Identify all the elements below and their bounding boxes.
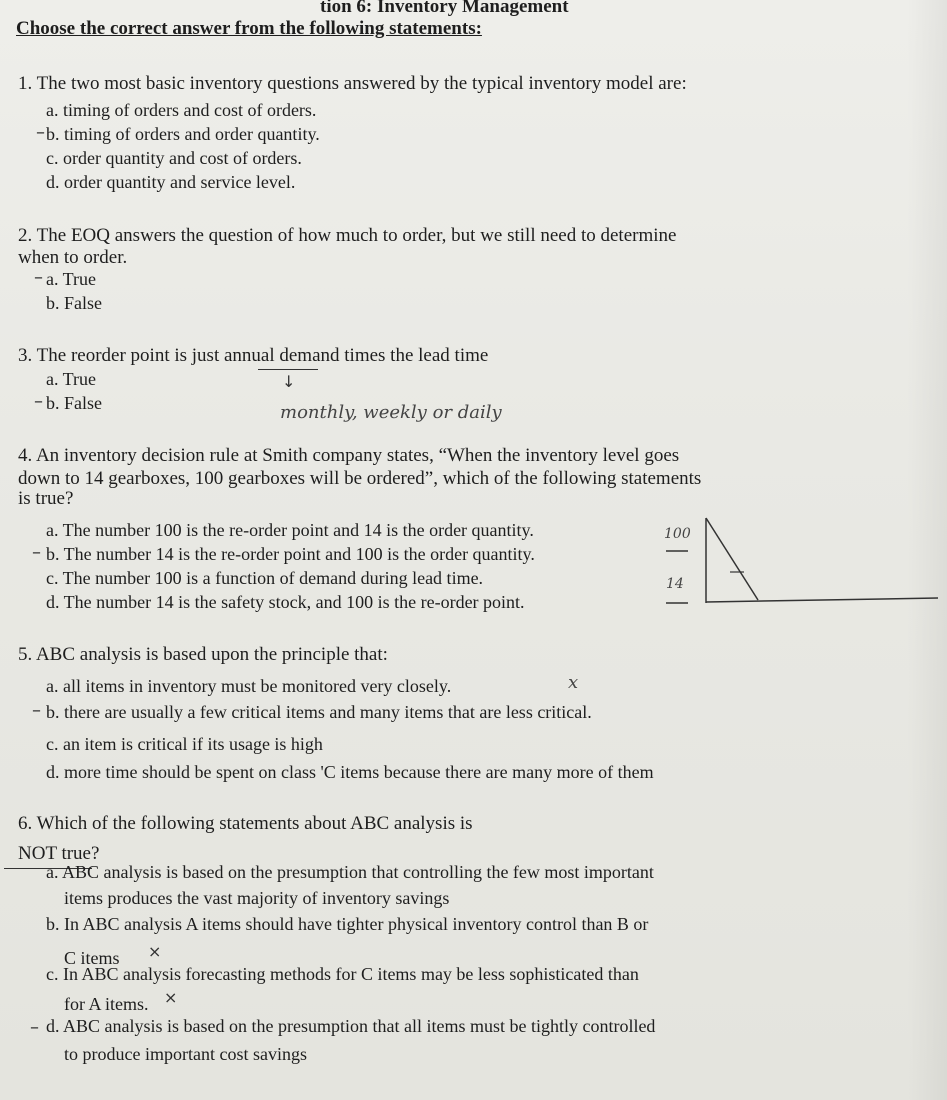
question-1-option-c: c. order quantity and cost of orders. <box>46 148 302 168</box>
question-3-option-b: b. False <box>46 393 102 413</box>
question-6-stem-line1: 6. Which of the following statements about ABC analysis is <box>18 813 473 834</box>
question-6-option-c-line2: for A items. <box>64 994 149 1014</box>
selection-mark-icon: – <box>34 267 43 288</box>
question-6-option-d-line1: d. ABC analysis is based on the presumption that all items must be tightly controlled <box>46 1016 656 1036</box>
cross-mark-icon: × <box>164 988 178 1007</box>
question-6-option-b-line2: C items <box>64 948 120 968</box>
question-2-stem-line2: when to order. <box>18 247 128 268</box>
question-6-option-a-line2: items produces the vast majority of inventory savings <box>64 888 450 908</box>
arrow-down-icon: ↓ <box>282 372 296 391</box>
cross-mark-icon: x <box>568 672 579 693</box>
selection-mark-icon: – <box>34 391 43 412</box>
question-4-option-a: a. The number 100 is the re-order point and 14 is the order quantity. <box>46 520 534 540</box>
handwritten-underline <box>258 369 318 370</box>
question-5-stem: 5. ABC analysis is based upon the principle that: <box>18 644 388 665</box>
question-5-option-d: d. more time should be spent on class 'C items because there are many more of them <box>46 762 654 782</box>
question-6-option-a-line1: a. ABC analysis is based on the presumption that controlling the few most important <box>46 862 654 882</box>
question-2-option-b: b. False <box>46 293 102 313</box>
question-6-option-c-line1: c. In ABC analysis forecasting methods for C items may be less sophisticated than <box>46 964 639 984</box>
question-5-option-b: b. there are usually a few critical items and many items that are less critical. <box>46 702 592 722</box>
sketch-label-14: 14 <box>666 576 684 592</box>
selection-mark-icon: – <box>32 542 41 563</box>
question-6-option-b-line1: b. In ABC analysis A items should have tighter physical inventory control than B or <box>46 914 649 934</box>
sketch-label-100: 100 <box>664 526 691 542</box>
question-1-option-b: b. timing of orders and order quantity. <box>46 124 320 144</box>
question-1-option-d: d. order quantity and service level. <box>46 172 296 192</box>
cross-mark-icon: × <box>148 942 162 961</box>
handwritten-note: monthly, weekly or daily <box>280 402 502 423</box>
question-4-stem-line3: is true? <box>18 488 74 509</box>
question-5-option-c: c. an item is critical if its usage is high <box>46 734 323 754</box>
question-1-stem: 1. The two most basic inventory questions answered by the typical inventory model are: <box>18 73 687 94</box>
question-4-option-d: d. The number 14 is the safety stock, and 100 is the re-order point. <box>46 592 525 612</box>
question-6-stem-line2: NOT true? <box>18 843 100 864</box>
section-header: tion 6: Inventory Management <box>320 0 569 17</box>
question-5-option-a: a. all items in inventory must be monitored very closely. <box>46 676 452 696</box>
question-4-option-c: c. The number 100 is a function of demand during lead time. <box>46 568 484 588</box>
question-6-option-d-line2: to produce important cost savings <box>64 1044 307 1064</box>
selection-mark-icon: – <box>30 1017 39 1038</box>
selection-mark-icon: – <box>32 700 41 721</box>
question-2-option-a: a. True <box>46 269 97 289</box>
question-2-stem-line1: 2. The EOQ answers the question of how much to order, but we still need to determine <box>18 225 677 246</box>
instruction: Choose the correct answer from the following statements: <box>16 18 482 39</box>
question-3-stem: 3. The reorder point is just annual demand times the lead time <box>18 345 489 366</box>
inventory-sketch-graph <box>658 510 947 610</box>
question-4-stem-line2: down to 14 gearboxes, 100 gearboxes will be ordered”, which of the following statements <box>18 468 702 489</box>
question-3-option-a: a. True <box>46 369 97 389</box>
question-4-option-b: b. The number 14 is the re-order point and 100 is the order quantity. <box>46 544 535 564</box>
question-4-stem-line1: 4. An inventory decision rule at Smith company states, “When the inventory level goes <box>18 445 680 466</box>
question-1-option-a: a. timing of orders and cost of orders. <box>46 100 317 120</box>
selection-mark-icon: – <box>36 122 45 143</box>
